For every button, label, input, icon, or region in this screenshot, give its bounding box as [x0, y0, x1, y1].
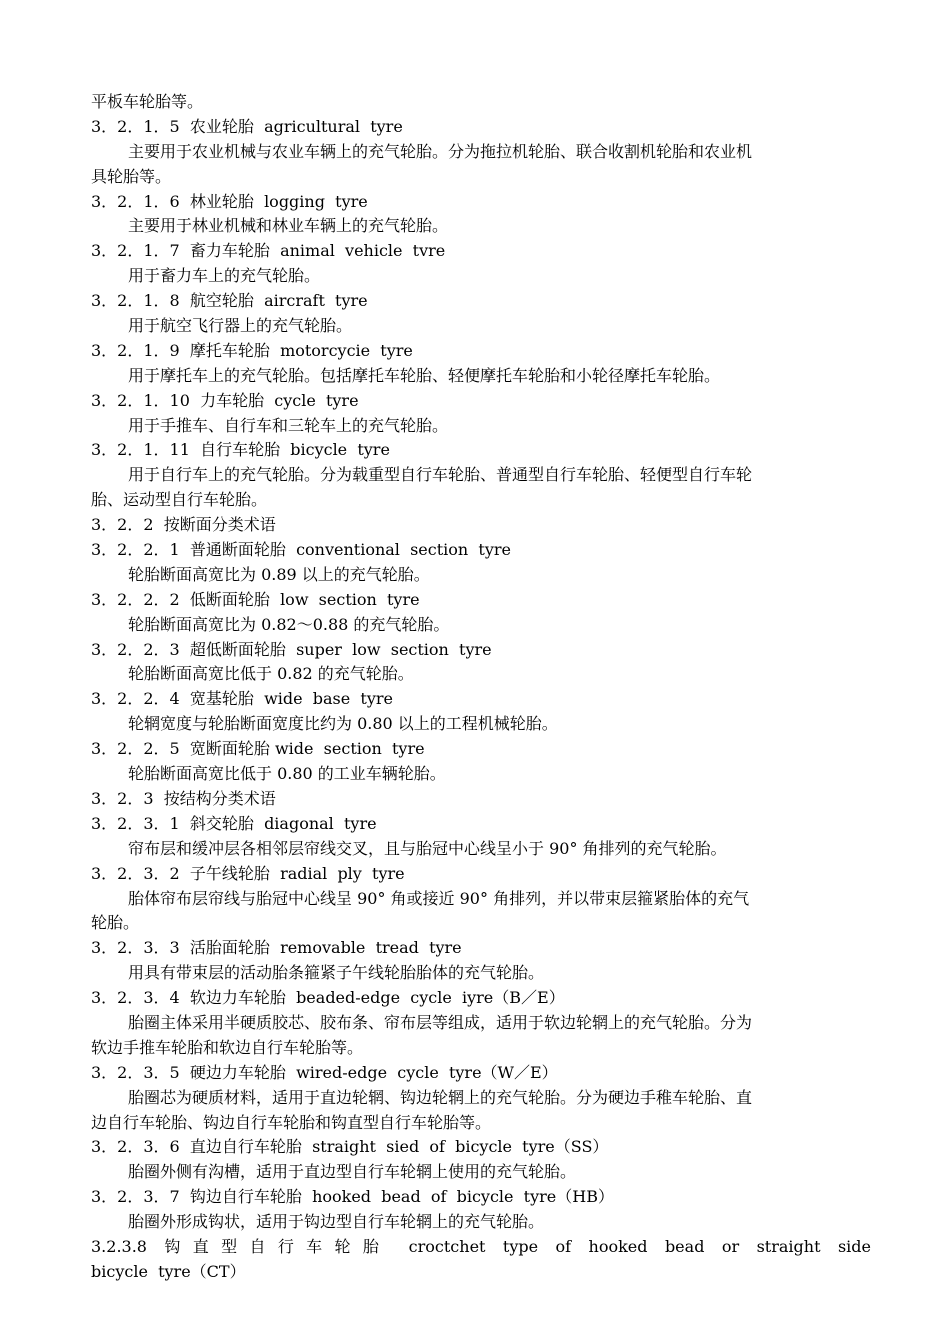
- term-heading: 3．2．3．5 硬边力车轮胎 wired-edge cycle tyre（W／E）: [91, 1062, 558, 1082]
- definition-line: 轮胎断面高宽比为 0.82～0.88 的充气轮胎。: [128, 614, 450, 634]
- definition-line: 主要用于农业机械与农业车辆上的充气轮胎。分为拖拉机轮胎、联合收割机轮胎和农业机: [128, 141, 753, 161]
- definition-line: 帘布层和缓冲层各相邻层帘线交叉，且与胎冠中心线呈小于 90° 角排列的充气轮胎。: [128, 838, 727, 858]
- continuation-line: bicycle tyre（CT）: [91, 1261, 246, 1281]
- term-heading: 3．2．3．1 斜交轮胎 diagonal tyre: [91, 813, 377, 833]
- term-heading: 3．2．1．10 力车轮胎 cycle tyre: [91, 390, 359, 410]
- term-heading: 3．2．3．7 钩边自行车轮胎 hooked bead of bicycle tyre（HB）: [91, 1187, 614, 1207]
- definition-line: 用于自行车上的充气轮胎。分为载重型自行车轮胎、普通型自行车轮胎、轻便型自行车轮: [128, 465, 753, 485]
- definition-line: 用于手推车、自行车和三轮车上的充气轮胎。: [128, 415, 449, 435]
- definition-line: 胎圈主体采用半硬质胶芯、胶布条、帘布层等组成，适用于软边轮辋上的充气轮胎。分为: [128, 1012, 753, 1032]
- term-heading: 3．2．3 按结构分类术语: [91, 788, 276, 808]
- continuation-line: 具轮胎等。: [91, 166, 172, 186]
- term-heading: 3．2．1．6 林业轮胎 logging tyre: [91, 191, 368, 211]
- definition-line: 轮胎断面高宽比低于 0.80 的工业车辆轮胎。: [128, 764, 446, 784]
- definition-line: 胎圈外侧有沟槽，适用于直边型自行车轮辋上使用的充气轮胎。: [128, 1162, 577, 1182]
- continuation-line: 平板车轮胎等。: [91, 92, 204, 111]
- term-heading: 3．2．1．9 摩托车轮胎 motorcycie tyre: [91, 340, 413, 360]
- term-heading: 3．2．2．2 低断面轮胎 low section tyre: [91, 589, 420, 609]
- term-heading: 3．2．1．8 航空轮胎 aircraft tyre: [91, 291, 368, 311]
- term-heading: 3．2．2．4 宽基轮胎 wide base tyre: [91, 689, 393, 709]
- term-heading: 3．2．3．3 活胎面轮胎 removable tread tyre: [91, 938, 462, 958]
- definition-line: 用于航空飞行器上的充气轮胎。: [128, 316, 353, 336]
- continuation-line: 胎、运动型自行车轮胎。: [91, 490, 268, 510]
- term-heading: 3．2．1．5 农业轮胎 agricultural tyre: [91, 116, 403, 136]
- term-heading: 3．2．2．3 超低断面轮胎 super low section tyre: [91, 639, 492, 659]
- term-heading: 3．2．1．11 自行车轮胎 bicycle tyre: [91, 440, 390, 460]
- definition-line: 胎圈外形成钩状，适用于钩边型自行车轮辋上的充气轮胎。: [128, 1212, 545, 1232]
- definition-line: 主要用于林业机械和林业车辆上的充气轮胎。: [128, 216, 449, 236]
- continuation-line: 轮胎。: [91, 913, 140, 933]
- definition-line: 胎圈芯为硬质材料，适用于直边轮辋、钩边轮辋上的充气轮胎。分为硬边手稚车轮胎、直: [128, 1087, 753, 1107]
- term-heading: 3．2．2．5 宽断面轮胎 wide section tyre: [91, 739, 425, 759]
- term-heading: 3．2．1．7 畜力车轮胎 animal vehicle tvre: [91, 241, 446, 261]
- definition-line: 用于畜力车上的充气轮胎。: [128, 266, 321, 286]
- term-heading: 3．2．3．6 直边自行车轮胎 straight sied of bicycle tyre（SS）: [91, 1137, 609, 1157]
- term-heading: 3.2.3.8 钩直型自行车轮胎 croctchet type of hooked bead or straight side: [91, 1236, 871, 1256]
- term-heading: 3．2．2．1 普通断面轮胎 conventional section tyre: [91, 540, 511, 560]
- definition-line: 轮胎断面高宽比低于 0.82 的充气轮胎。: [128, 664, 414, 684]
- definition-line: 胎体帘布层帘线与胎冠中心线呈 90° 角或接近 90° 角排列，并以带束层箍紧胎体的充气: [128, 888, 750, 908]
- term-heading: 3．2．2 按断面分类术语: [91, 515, 276, 535]
- term-heading: 3．2．3．4 软边力车轮胎 beaded-edge cycle iyre（B／E）: [91, 988, 565, 1008]
- definition-line: 用于摩托车上的充气轮胎。包括摩托车轮胎、轻便摩托车轮胎和小轮径摩托车轮胎。: [128, 365, 721, 385]
- document-page: [91, 90, 871, 1285]
- definition-line: 轮辋宽度与轮胎断面宽度比约为 0.80 以上的工程机械轮胎。: [128, 714, 558, 734]
- continuation-line: 软边手推车轮胎和软边自行车轮胎等。: [91, 1037, 364, 1057]
- definition-line: 用具有带束层的活动胎条箍紧子午线轮胎胎体的充气轮胎。: [128, 963, 545, 983]
- continuation-line: 边自行车轮胎、钩边自行车轮胎和钩直型自行车轮胎等。: [91, 1112, 492, 1132]
- term-heading: 3．2．3．2 子午线轮胎 radial ply tyre: [91, 863, 405, 883]
- definition-line: 轮胎断面高宽比为 0.89 以上的充气轮胎。: [128, 564, 430, 584]
